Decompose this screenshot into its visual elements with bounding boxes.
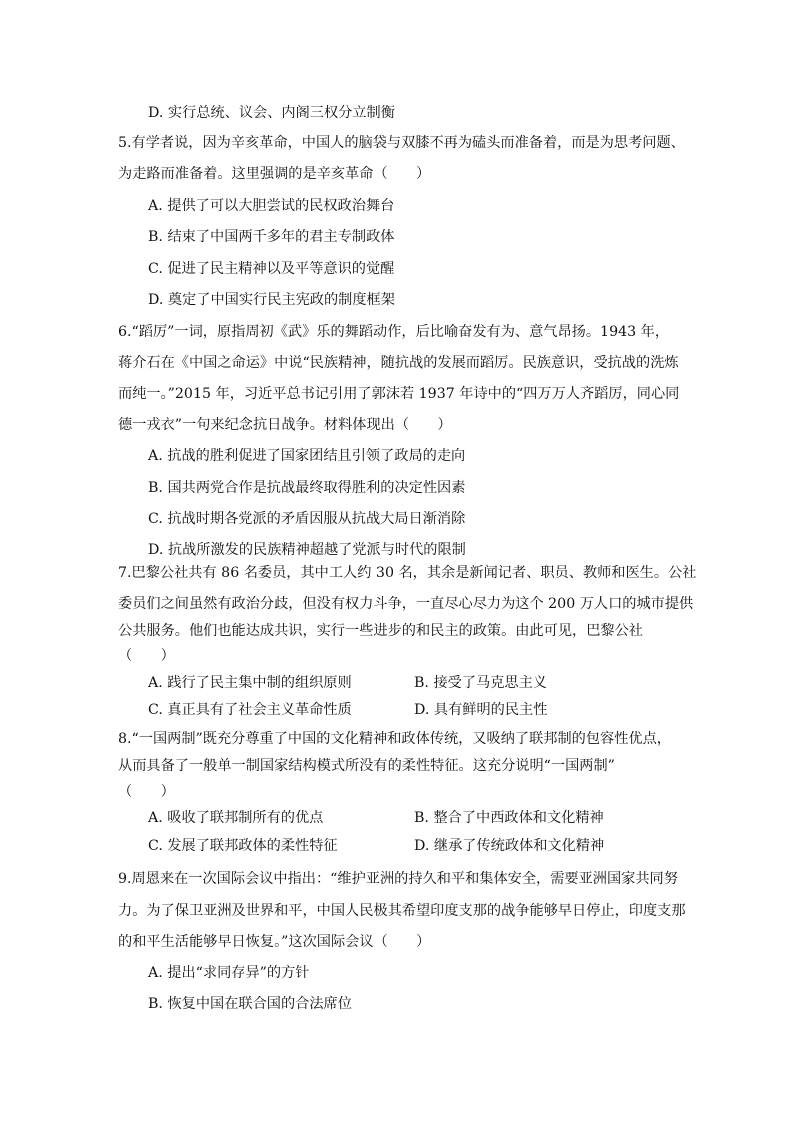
q6-stem-line-4: 德一戎衣”一句来纪念抗日战争。材料体现出（ ） bbox=[118, 417, 452, 433]
q6-option-d: D. 抗战所激发的民族精神超越了党派与时代的限制 bbox=[148, 542, 466, 558]
q8-answer-blank: （ ） bbox=[118, 784, 175, 800]
q8-stem-line-2: 从而具备了一般单一制国家结构模式所没有的柔性特征。这充分说明“一国两制” bbox=[118, 758, 615, 774]
q8-stem-line-1: 8.“一国两制”既充分尊重了中国的文化精神和政体传统，又吸纳了联邦制的包容性优点， bbox=[118, 731, 671, 747]
q6-stem-line-3: 而纯一。”2015 年，习近平总书记引用了郭沫若 1937 年诗中的“四万万人齐蹈厉，同心同 bbox=[118, 386, 680, 402]
q7-option-a: A. 践行了民主集中制的组织原则 bbox=[148, 675, 352, 691]
q9-stem-line-2: 力。为了保卫亚洲及世界和平，中国人民极其希望印度支那的战争能够早日停止，印度支那 bbox=[118, 903, 686, 919]
q5-stem-line-2: 为走路而准备着。这里强调的是辛亥革命（ ） bbox=[118, 166, 431, 182]
q6-option-b: B. 国共两党合作是抗战最终取得胜利的决定性因素 bbox=[148, 480, 466, 496]
q7-stem-line-2: 委员们之间虽然有政治分歧，但没有权力斗争，一直尽心尽力为这个 200 万人口的城市提供 bbox=[118, 596, 694, 612]
q7-option-d: D. 具有鲜明的民主性 bbox=[414, 702, 548, 718]
q7-stem-line-3: 公共服务。他们也能达成共识，实行一些进步的和民主的政策。由此可见，巴黎公社 bbox=[118, 623, 643, 639]
q9-option-a: A. 提出“求同存异”的方针 bbox=[148, 965, 310, 981]
q6-option-c: C. 抗战时期各党派的矛盾因服从抗战大局日渐消除 bbox=[148, 511, 466, 527]
q8-option-a: A. 吸收了联邦制所有的优点 bbox=[148, 810, 324, 826]
q7-stem-line-1: 7.巴黎公社共有 86 名委员，其中工人约 30 名，其余是新闻记者、职员、教师和医生。公社 bbox=[118, 565, 697, 581]
q7-option-c: C. 真正具有了社会主义革命性质 bbox=[148, 702, 352, 718]
q7-answer-blank: （ ） bbox=[118, 648, 175, 664]
q9-stem-line-1: 9.周恩来在一次国际会议中指出：“维护亚洲的持久和平和集体安全，需要亚洲国家共同努 bbox=[118, 871, 678, 887]
q8-option-c: C. 发展了联邦政体的柔性特征 bbox=[148, 838, 338, 854]
q6-stem-line-2: 蒋介石在《中国之命运》中说“民族精神，随抗战的发展而蹈厉。民族意识，受抗战的洗炼 bbox=[118, 355, 679, 371]
q6-option-a: A. 抗战的胜利促进了国家团结且引领了政局的走向 bbox=[148, 448, 466, 464]
q5-stem-line-1: 5.有学者说，因为辛亥革命，中国人的脑袋与双膝不再为磕头而准备着，而是为思考问题、 bbox=[118, 135, 685, 151]
q5-option-d: D. 奠定了中国实行民主宪政的制度框架 bbox=[148, 292, 395, 308]
q9-option-b: B. 恢复中国在联合国的合法席位 bbox=[148, 996, 352, 1012]
q5-option-b: B. 结束了中国两千多年的君主专制政体 bbox=[148, 229, 395, 245]
q8-option-d: D. 继承了传统政体和文化精神 bbox=[414, 838, 605, 854]
q7-option-b: B. 接受了马克思主义 bbox=[414, 675, 547, 691]
q8-option-b: B. 整合了中西政体和文化精神 bbox=[414, 810, 604, 826]
q6-stem-line-1: 6.“蹈厉”一词，原指周初《武》乐的舞蹈动作，后比喻奋发有为、意气昂扬。1943 年， bbox=[118, 324, 670, 340]
q5-option-c: C. 促进了民主精神以及平等意识的觉醒 bbox=[148, 261, 395, 277]
q5-option-a: A. 提供了可以大胆尝试的民权政治舞台 bbox=[148, 198, 395, 214]
q9-stem-line-3: 的和平生活能够早日恢复。”这次国际会议（ ） bbox=[118, 934, 431, 950]
q4-option-d: D. 实行总统、议会、内阁三权分立制衡 bbox=[148, 105, 395, 121]
